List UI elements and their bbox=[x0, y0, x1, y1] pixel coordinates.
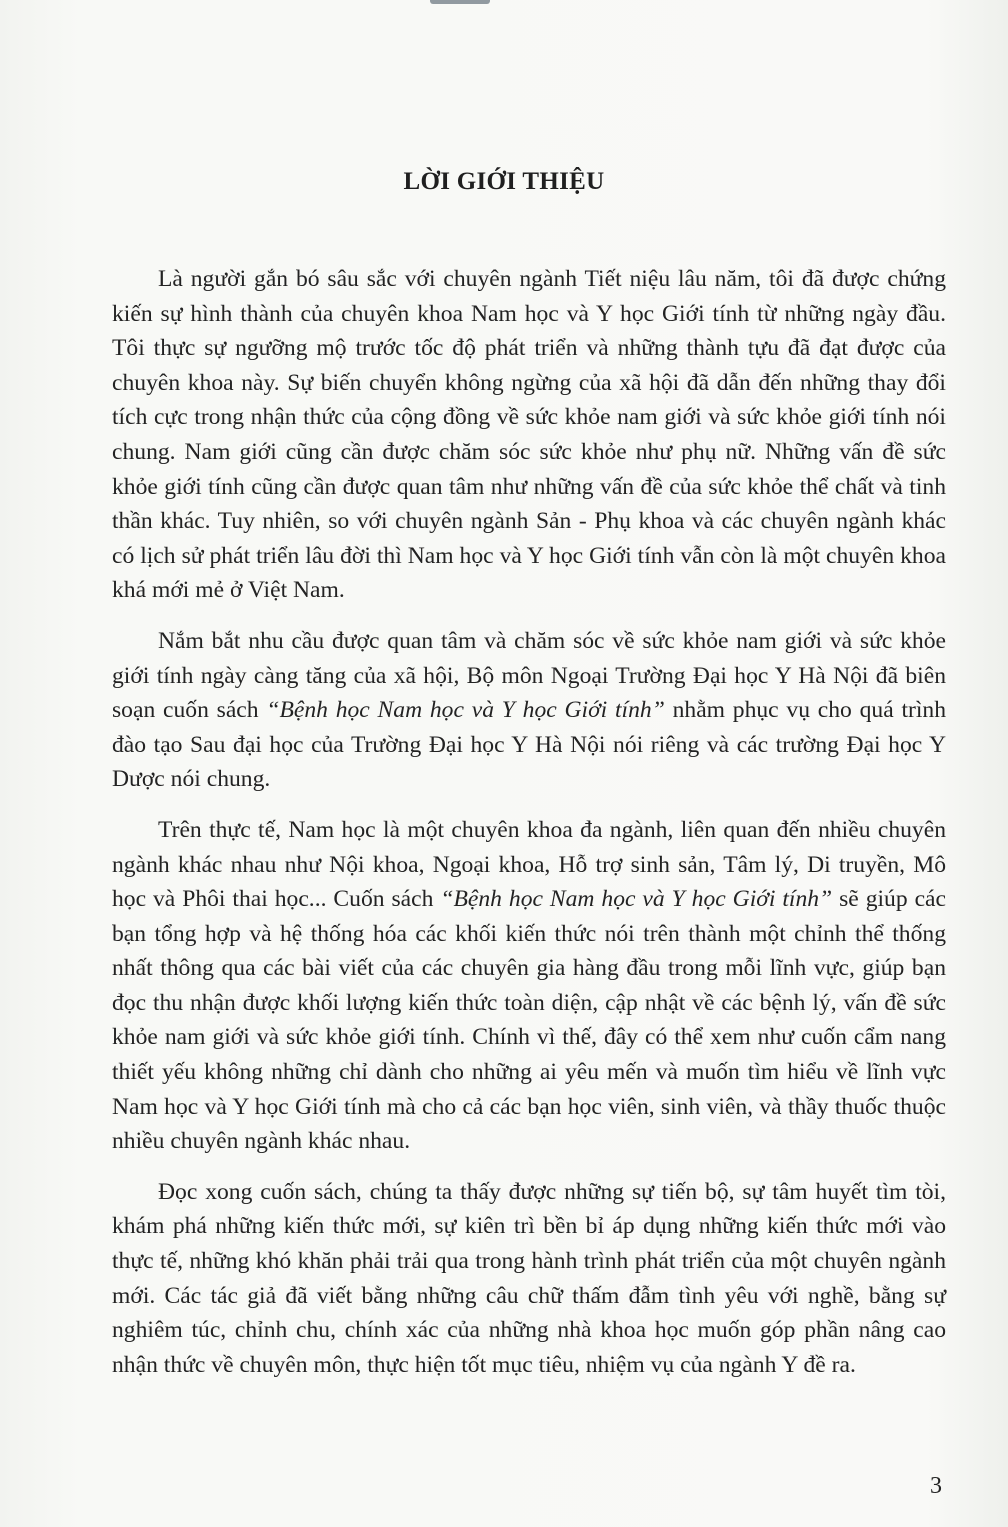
book-title-italic: “Bệnh học Nam học và Y học Giới tính” bbox=[440, 886, 833, 913]
paragraph-4: Đọc xong cuốn sách, chúng ta thấy được những sự tiến bộ, sự tâm huyết tìm tòi, khám phá những kiến thức mới, sự kiên trì bền bỉ áp dụng những kiến thức mới vào thực tế, những khó khăn phải trải qua trong hành trình phát triển của một chuyên ngành mới. Các tác giả đã viết bằng những câu chữ thấm đẫm tình yêu với nghề, bằng sự nghiêm túc, chỉnh chu, chính xác của những nhà khoa học muốn góp phần nâng cao nhận thức về chuyên môn, thực hiện tốt mục tiêu, nhiệm vụ của ngành Y đề ra. bbox=[112, 1178, 946, 1378]
paragraph-3-text-after: sẽ giúp các bạn tổng hợp và hệ thống hóa các khối kiến thức nói trên thành một chỉnh thể thống nhất thông qua các bài viết của các chuyên gia hàng đầu trong mỗi lĩnh vực, giúp bạn đọc thu nhận được khối lượng kiến thức toàn diện, cập nhật về các bệnh lý, vấn đề sức khỏe nam giới và sức khỏe giới tính. Chính vì thế, đây có thể xem như cuốn cẩm nang thiết yếu không những chỉ dành cho những ai yêu mến và muốn tìm hiểu về lĩnh vực Nam học và Y học Giới tính mà cho cả các bạn học viên, sinh viên, và thầy thuốc thuộc nhiều chuyên ngành khác nhau. bbox=[112, 886, 946, 1155]
paragraph-2-text-after: nhằm phục vụ cho quá trình đào tạo Sau đại học của Trường Đại học Y Hà Nội nói riêng và các trường Đại học Y Dược nói chung. bbox=[112, 697, 947, 793]
binding-mark bbox=[430, 0, 490, 4]
paragraph-3 bbox=[112, 813, 946, 1159]
body-text bbox=[112, 262, 946, 1398]
book-title-italic: “Bệnh học Nam học và Y học Giới tính” bbox=[266, 697, 665, 724]
paragraph-2 bbox=[112, 624, 946, 797]
paragraph-1: Là người gắn bó sâu sắc với chuyên ngành Tiết niệu lâu năm, tôi đã được chứng kiến sự hình thành của chuyên khoa Nam học và Y học Giới tính từ những ngày đầu. Tôi thực sự ngưỡng mộ trước tốc độ phát triển và những thành tựu đã đạt được của chuyên khoa này. Sự biến chuyển không ngừng của xã hội đã dẫn đến những thay đổi tích cực trong nhận thức của cộng đồng về sức khỏe nam giới và sức khỏe giới tính nói chung. Nam giới cũng cần được chăm sóc sức khỏe như phụ nữ. Những vấn đề sức khỏe giới tính cũng cần được quan tâm như những vấn đề của sức khỏe thể chất và tinh thần khác. Tuy nhiên, so với chuyên ngành Sản - Phụ khoa và các chuyên ngành khác có lịch sử phát triển lâu đời thì Nam học và Y học Giới tính vẫn còn là một chuyên khoa khá mới mẻ ở Việt Nam. bbox=[112, 266, 946, 604]
page-title: LỜI GIỚI THIỆU bbox=[403, 168, 605, 195]
page-number: 3 bbox=[930, 1473, 942, 1499]
paragraph-2-text-before: Nắm bắt nhu cầu được quan tâm và chăm sóc về sức khỏe nam giới và sức khỏe giới tính ngày càng tăng của xã hội, Bộ môn Ngoại Trường Đại học Y Hà Nội đã biên soạn cuốn sách bbox=[112, 627, 946, 724]
paragraph-3-text-before: Trên thực tế, Nam học là một chuyên khoa đa ngành, liên quan đến nhiều chuyên ngành khác nhau như Nội khoa, Ngoại khoa, Hỗ trợ sinh sản, Tâm lý, Di truyền, Mô học và Phôi thai học... Cuốn sách bbox=[112, 816, 946, 913]
